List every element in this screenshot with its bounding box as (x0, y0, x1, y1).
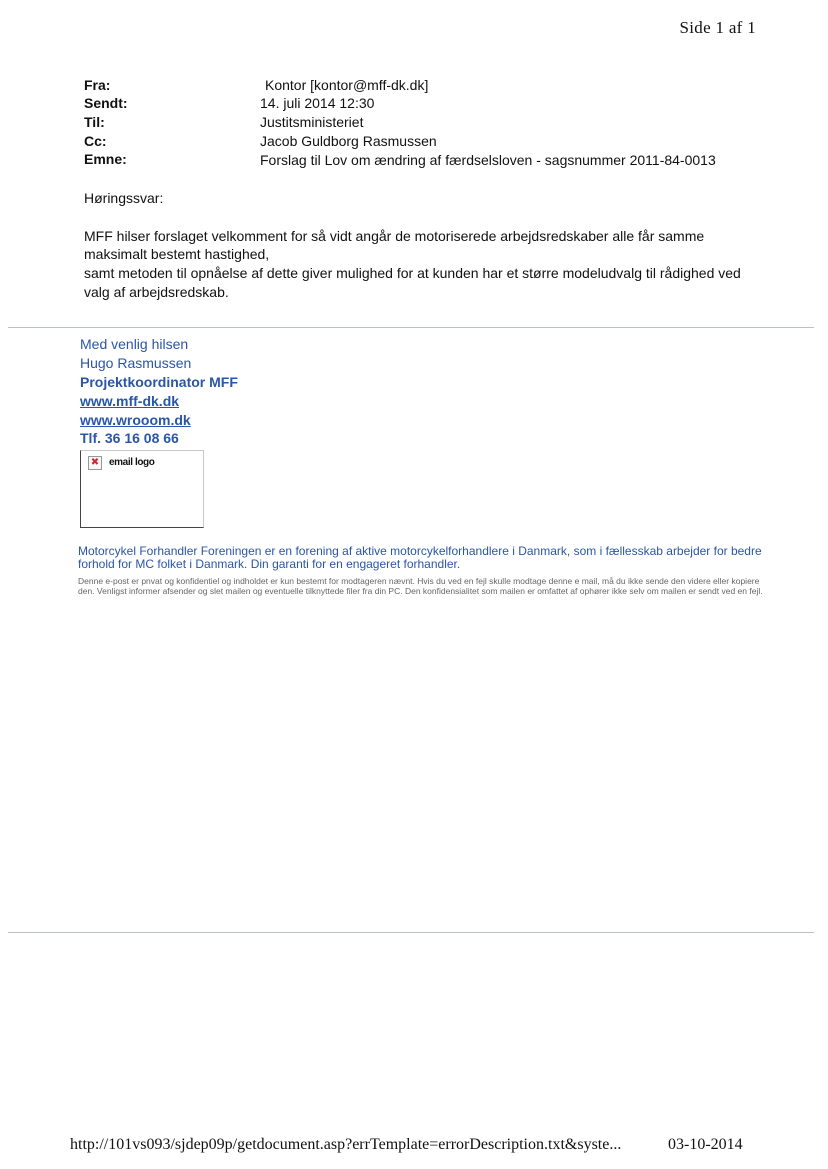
cc-value: Jacob Guldborg Rasmussen (260, 133, 437, 149)
signature-name: Hugo Rasmussen (80, 355, 192, 371)
signature-closing: Med venlig hilsen (80, 336, 189, 352)
page-indicator: Side 1 af 1 (679, 18, 756, 37)
email-logo-placeholder (80, 450, 204, 528)
body-line-1: MFF hilser forslaget velkomment for så vidt angår de motoriserede arbejdsredskaber alle får samme (84, 228, 705, 244)
body-line-3: samt metoden til opnåelse af dette giver mulighed for at kunden har et større modeludvalg til rådighed ved (84, 265, 741, 281)
footer-url: http://101vs093/sjdep09p/getdocument.asp?errTemplate=errorDescription.txt&syste... (70, 1136, 622, 1153)
broken-image-icon: ✖ (88, 456, 102, 470)
email-logo-alt-text: email logo (109, 457, 155, 468)
sent-value: 14. juli 2014 12:30 (260, 95, 375, 111)
from-label: Fra: (84, 77, 111, 93)
sent-label: Sendt: (84, 95, 128, 111)
body-line-2: maksimalt bestemt hastighed, (84, 246, 270, 262)
website-link-mff[interactable]: www.mff-dk.dk (80, 393, 180, 409)
signature-title: Projektkoordinator MFF (80, 374, 238, 390)
cc-label: Cc: (84, 133, 107, 149)
from-value: Kontor [kontor@mff-dk.dk] (265, 77, 429, 93)
confidentiality-disclaimer: Denne e-post er pnvat og konfidentiel og indholdet er kun bestemt for modtageren nævnt. Hvis du ved en fejl skulle modtage denne e mail, må du ikke sende den videre eller kopiere den. Venligst informer afsender og slet mailen og eventuelle tilknyttede filer fra din PC. Den konfidensialitet som mailen er omfattet af ophører ikke selv om mailen er sendt ved en fejl. (78, 576, 763, 596)
website-link-wrooom[interactable]: www.wrooom.dk (80, 412, 191, 428)
footer-date: 03-10-2014 (668, 1136, 743, 1153)
divider-top (8, 327, 814, 328)
subject-value: Forslag til Lov om ændring af færdselsloven - sagsnummer 2011-84-0013 (260, 152, 716, 168)
greeting: Høringssvar: (84, 190, 164, 206)
subject-label: Emne: (84, 151, 127, 167)
divider-bottom (8, 932, 814, 933)
signature-phone: Tlf. 36 16 08 66 (80, 430, 179, 446)
association-text: Motorcykel Forhandler Foreningen er en forening af aktive motorcykelforhandlere i Danmark, som i fællesskab arbejder for bedre forhold for MC folket i Danmark. Din garanti for en engageret forhandler. (78, 544, 762, 571)
body-line-4: valg af arbejdsredskab. (84, 284, 229, 300)
to-label: Til: (84, 114, 105, 130)
to-value: Justitsministeriet (260, 114, 364, 130)
